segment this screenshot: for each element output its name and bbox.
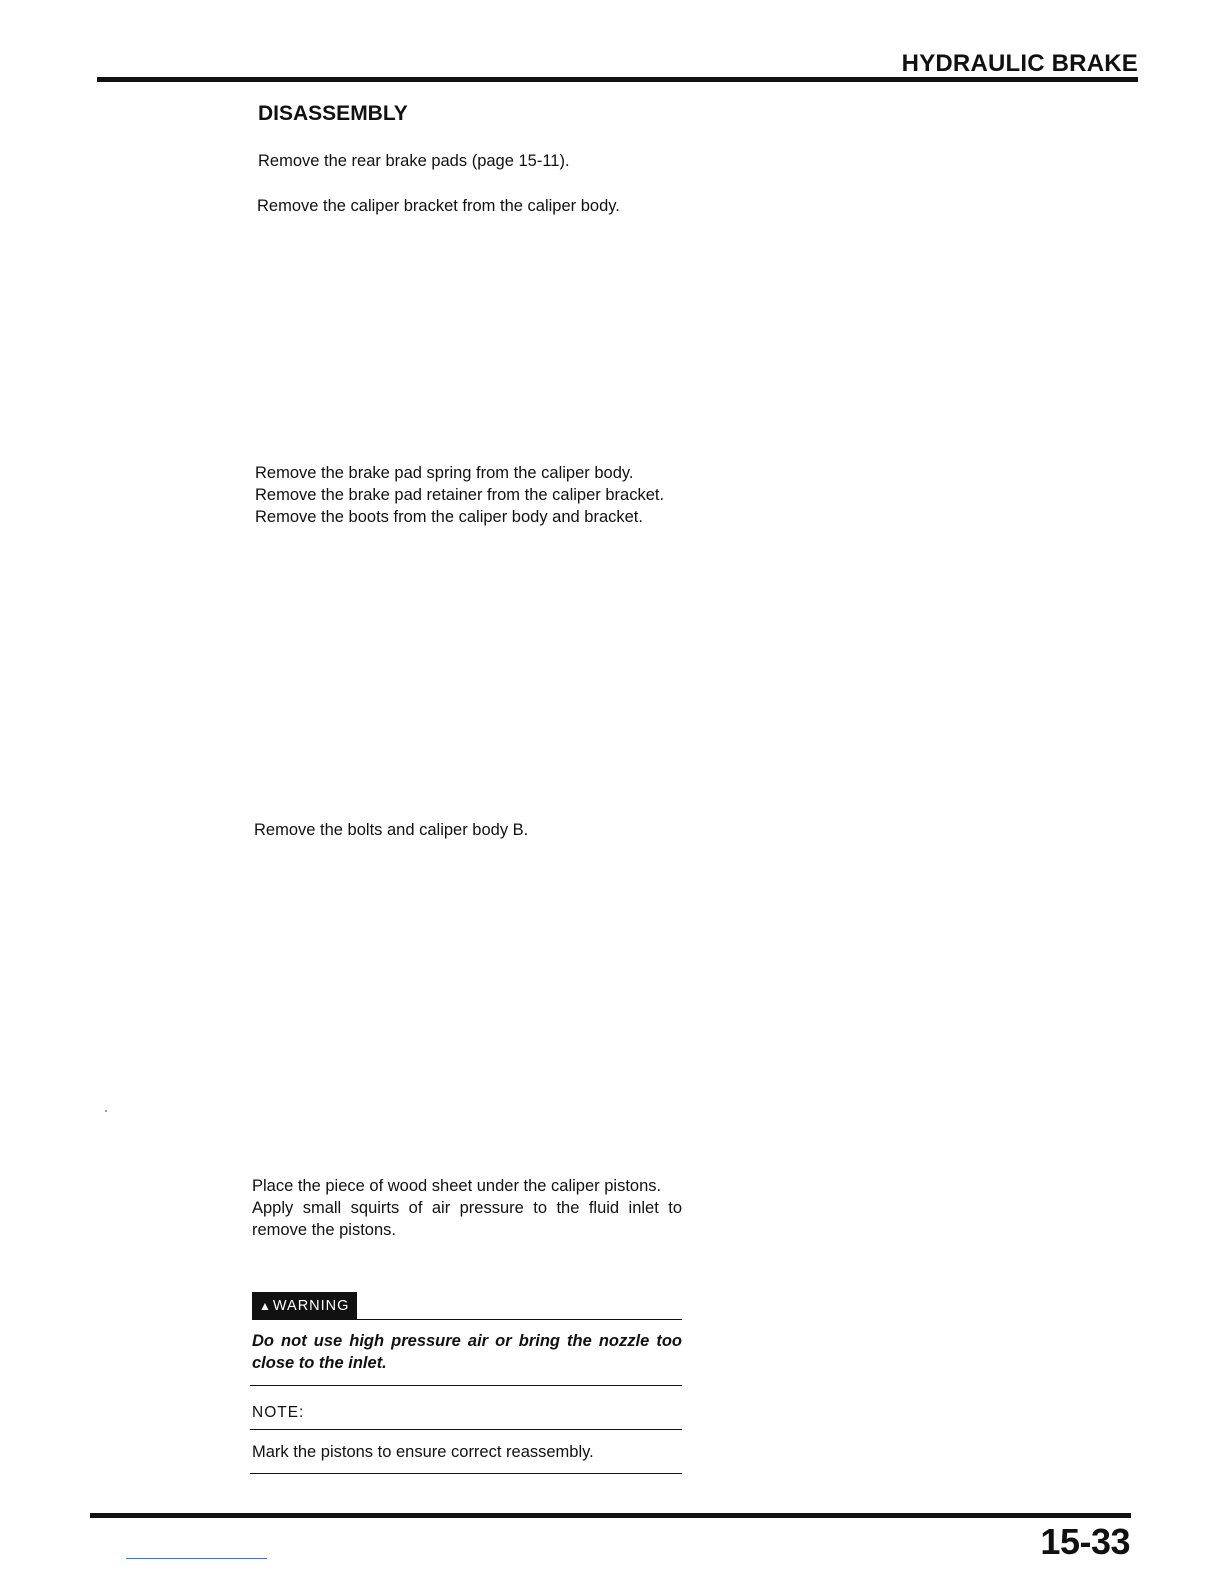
step-text: Remove the brake pad retainer from the caliper bracket.: [255, 486, 665, 504]
section-heading: DISASSEMBLY: [258, 102, 408, 125]
page-header-title: HYDRAULIC BRAKE: [901, 50, 1138, 77]
step-text: Remove the brake pad spring from the caliper body.: [255, 464, 634, 482]
note-rule-bottom: [250, 1473, 682, 1474]
step-remove-pads: [258, 150, 688, 172]
warning-label: WARNING: [272, 1298, 350, 1314]
step-text: Place the piece of wood sheet under the caliper pistons.: [252, 1177, 662, 1195]
page-number: 15-33: [1040, 1521, 1130, 1562]
step-text: Apply small squirts of air pressure to the fluid inlet to remove the pistons.: [252, 1199, 682, 1239]
stray-dot: [105, 1110, 107, 1112]
step-remove-spring-retainer-boots: [255, 462, 685, 528]
step-text: Remove the caliper bracket from the caliper body.: [257, 197, 620, 215]
note-rule-top: [250, 1429, 682, 1430]
step-text: Remove the rear brake pads (page 15-11).: [258, 152, 570, 170]
warning-text: Do not use high pressure air or bring the nozzle too close to the inlet.: [252, 1332, 682, 1372]
step-text: Remove the boots from the caliper body and bracket.: [255, 508, 643, 526]
warning-badge: [252, 1292, 357, 1319]
warning-rule: [250, 1385, 682, 1386]
step-remove-bolts: [254, 819, 684, 841]
step-remove-pistons: [252, 1175, 682, 1241]
warning-box: [252, 1292, 682, 1320]
header-rule: [97, 77, 1138, 82]
warning-triangle-icon: ▲: [259, 1299, 272, 1313]
step-text: Remove the bolts and caliper body B.: [254, 821, 529, 839]
step-remove-bracket: [257, 195, 687, 217]
footer-rule: [90, 1513, 1131, 1518]
note-label: NOTE:: [252, 1404, 305, 1421]
note-text: Mark the pistons to ensure correct reassembly.: [252, 1443, 594, 1461]
footer-link-underline[interactable]: [126, 1558, 267, 1559]
